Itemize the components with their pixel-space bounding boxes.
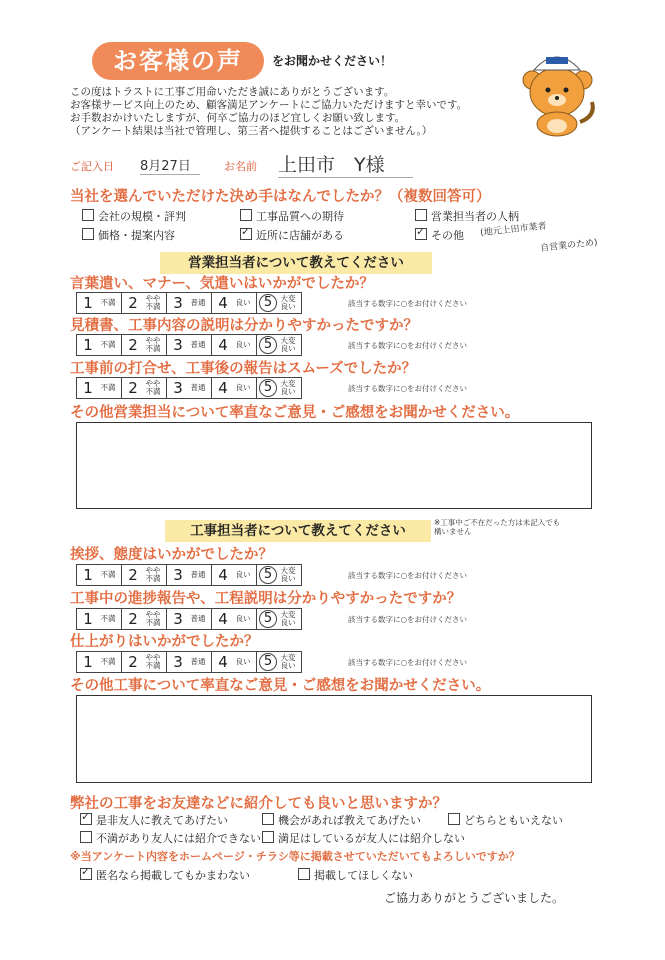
checkbox-icon	[82, 228, 94, 240]
intro-line: お客様サービス向上のため、顧客満足アンケートにご協力いただけますと幸いです。	[70, 99, 468, 111]
decision-option[interactable]: 営業担当者の人柄	[415, 208, 519, 224]
rating-option-4[interactable]: 4 良い	[212, 652, 257, 672]
rating-option-4[interactable]: 4 良い	[212, 565, 257, 585]
rating-option-4[interactable]: 4 良い	[212, 293, 257, 313]
rating-option-1[interactable]: 1 不満	[77, 335, 122, 355]
rating-option-3[interactable]: 3 普通	[167, 609, 212, 629]
intro-text	[70, 86, 467, 138]
sales-q1-heading: 言葉遣い、マナー、気遣いはいかがでしたか？	[70, 276, 374, 292]
construction-q1-heading: 挨拶、態度はいかがでしたか？	[70, 547, 273, 563]
note-line: ※工事中ご不在だった方は未記入でも	[434, 518, 561, 527]
rating-scale	[76, 377, 302, 399]
decision-heading: 当社を選んでいただけた決め手はなんでしたか？（複数回答可）	[70, 189, 491, 205]
intro-line: この度はトラストに工事ご用命いただき誠にありがとうございます。	[70, 86, 395, 98]
rating-option-2[interactable]: 2 やや 不満	[122, 335, 167, 355]
checkbox-icon	[448, 813, 460, 825]
sales-q3-heading: 工事前の打合せ、工事後の報告はスムーズでしたか？	[70, 361, 417, 377]
rating-scale	[76, 651, 302, 673]
rating-option-1[interactable]: 1 不満	[77, 378, 122, 398]
referral-heading: 弊社の工事をお友達などに紹介しても良いと思いますか？	[70, 796, 447, 812]
rating-option-3[interactable]: 3 普通	[167, 565, 212, 585]
decision-option[interactable]: 価格・提案内容	[82, 227, 175, 243]
other-note: (地元上田市業者	[479, 221, 548, 239]
rating-scale	[76, 564, 302, 586]
checkbox-checked-icon	[415, 228, 427, 240]
rating-option-1[interactable]: 1 不満	[77, 293, 122, 313]
construction-banner: 工事担当者について教えてください	[165, 520, 431, 542]
name-label: お名前	[224, 160, 257, 173]
referral-option[interactable]: どちらともいえない	[448, 812, 563, 828]
rating-hint: 該当する数字に○をお付けください	[348, 615, 468, 624]
checkbox-icon	[240, 209, 252, 221]
rating-option-2[interactable]: 2 やや 不満	[122, 293, 167, 313]
rating-option-3[interactable]: 3 普通	[167, 652, 212, 672]
rating-option-5[interactable]: 5 大変 良い	[257, 293, 301, 313]
sales-banner: 営業担当者について教えてください	[160, 252, 432, 274]
decision-option[interactable]: 会社の規模・評判	[82, 208, 186, 224]
rating-hint: 該当する数字に○をお付けください	[348, 341, 468, 350]
construction-q3-heading: 仕上がりはいかがでしたか？	[70, 634, 259, 650]
rating-option-3[interactable]: 3 普通	[167, 293, 212, 313]
intro-line: お手数おかけいたしますが、何卒ご協力のほど宜しくお願い致します。	[70, 112, 406, 124]
construction-comment-heading: その他工事について率直なご意見・ご感想をお聞かせください。	[70, 678, 491, 694]
thanks-text: ご協力ありがとうございました。	[384, 891, 565, 905]
date-label: ご記入日	[70, 160, 114, 173]
checkbox-icon	[298, 868, 310, 880]
rating-option-5[interactable]: 5 大変 良い	[257, 378, 301, 398]
referral-option[interactable]: ✓是非友人に教えてあげたい	[80, 812, 228, 828]
note-line: 構いません	[434, 527, 472, 536]
rating-option-2[interactable]: 2 やや 不満	[122, 565, 167, 585]
sales-q2-heading: 見積書、工事内容の説明は分かりやすかったですか？	[70, 318, 418, 334]
intro-line: （アンケート結果は当社で管理し、第三者へ提供することはございません。）	[70, 125, 433, 137]
checkbox-checked-icon	[80, 868, 92, 880]
rating-scale	[76, 334, 302, 356]
rating-hint: 該当する数字に○をお付けください	[348, 384, 468, 393]
other-note-2: 自営業のため)	[539, 238, 599, 254]
rating-option-5[interactable]: 5 大変 良い	[257, 652, 301, 672]
rating-option-2[interactable]: 2 やや 不満	[122, 378, 167, 398]
rating-option-4[interactable]: 4 良い	[212, 335, 257, 355]
referral-option[interactable]: 満足はしているが友人には紹介しない	[262, 830, 465, 846]
page-subtitle: をお聞かせください！	[272, 54, 393, 68]
rating-hint: 該当する数字に○をお付けください	[348, 571, 468, 580]
rating-option-5[interactable]: 5 大変 良い	[257, 609, 301, 629]
checkbox-icon	[262, 831, 274, 843]
rating-option-5[interactable]: 5 大変 良い	[257, 335, 301, 355]
rating-option-5[interactable]: 5 大変 良い	[257, 565, 301, 585]
rating-hint: 該当する数字に○をお付けください	[348, 658, 468, 667]
rating-option-4[interactable]: 4 良い	[212, 378, 257, 398]
rating-option-1[interactable]: 1 不満	[77, 609, 122, 629]
decision-option[interactable]: 工事品質への期待	[240, 208, 344, 224]
date-value[interactable]: 8月27日	[140, 155, 200, 175]
rating-option-1[interactable]: 1 不満	[77, 652, 122, 672]
rating-option-3[interactable]: 3 普通	[167, 378, 212, 398]
name-value[interactable]: 上田市 Y様	[278, 150, 413, 178]
sales-comment-heading: その他営業担当について率直なご意見・ご感想をお聞かせください。	[70, 405, 520, 421]
referral-option[interactable]: 不満があり友人には紹介できない	[80, 830, 261, 846]
rating-option-3[interactable]: 3 普通	[167, 335, 212, 355]
checkbox-icon	[82, 209, 94, 221]
rating-option-2[interactable]: 2 やや 不満	[122, 652, 167, 672]
checkbox-icon	[80, 831, 92, 843]
rating-option-4[interactable]: 4 良い	[212, 609, 257, 629]
decision-option[interactable]: ✓ その他	[415, 227, 464, 243]
rating-scale	[76, 608, 302, 630]
construction-note	[434, 518, 560, 536]
construction-comment-box[interactable]	[76, 695, 592, 783]
decision-option[interactable]: ✓ 近所に店舗がある	[240, 227, 344, 243]
checkbox-checked-icon	[80, 813, 92, 825]
publish-heading: ※当アンケート内容をホームページ・チラシ等に掲載させていただいてもよろしいですか？	[70, 850, 520, 863]
publish-option[interactable]: 掲載してほしくない	[298, 867, 413, 883]
publish-option[interactable]: ✓匿名なら掲載してもかまわない	[80, 867, 250, 883]
checkbox-icon	[415, 209, 427, 221]
mascot-bear-icon	[510, 42, 605, 137]
rating-scale	[76, 292, 302, 314]
rating-hint: 該当する数字に○をお付けください	[348, 299, 468, 308]
sales-comment-box[interactable]	[76, 422, 592, 509]
checkbox-icon	[262, 813, 274, 825]
checkbox-checked-icon	[240, 228, 252, 240]
rating-option-1[interactable]: 1 不満	[77, 565, 122, 585]
construction-q2-heading: 工事中の進捗報告や、工程説明は分かりやすかったですか？	[70, 591, 462, 607]
rating-option-2[interactable]: 2 やや 不満	[122, 609, 167, 629]
page-title: お客様の声	[92, 42, 264, 80]
referral-option[interactable]: 機会があれば教えてあげたい	[262, 812, 421, 828]
